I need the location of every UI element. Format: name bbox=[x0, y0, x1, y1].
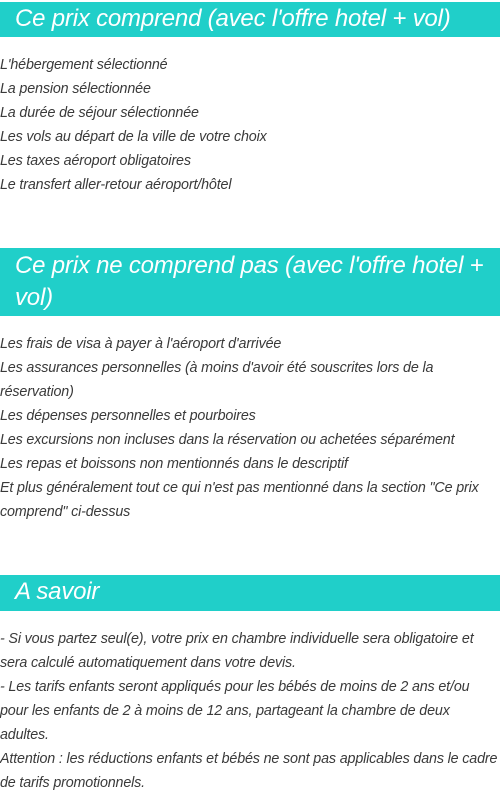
info-body bbox=[0, 627, 500, 795]
includes-list bbox=[0, 53, 500, 197]
info-paragraph: - Les tarifs enfants seront appliqués pour les bébés de moins de 2 ans et/ou pour les enfants de 2 à moins de 12 ans, partageant la chambre de deux adultes. bbox=[0, 679, 470, 743]
excludes-item: Et plus généralement tout ce qui n'est pas mentionné dans la section "Ce prix comprend" ci-dessus bbox=[0, 480, 479, 520]
excludes-item: Les assurances personnelles (à moins d'avoir été souscrites lors de la réservation) bbox=[0, 360, 434, 400]
info-paragraph: - Si vous partez seul(e), votre prix en chambre individuelle sera obligatoire et sera calculé automatiquement dans votre devis. bbox=[0, 631, 474, 671]
excludes-item: Les dépenses personnelles et pourboires bbox=[0, 408, 256, 424]
includes-item: L'hébergement sélectionné bbox=[0, 57, 168, 73]
excludes-item: Les frais de visa à payer à l'aéroport d'arrivée bbox=[0, 336, 282, 352]
excludes-item: Les repas et boissons non mentionnés dans le descriptif bbox=[0, 456, 348, 472]
includes-item: Les taxes aéroport obligatoires bbox=[0, 153, 191, 169]
includes-item: Le transfert aller-retour aéroport/hôtel bbox=[0, 177, 232, 193]
includes-item: Les vols au départ de la ville de votre choix bbox=[0, 129, 267, 145]
info-paragraph: Attention : les réductions enfants et bébés ne sont pas applicables dans le cadre de tarifs promotionnels. bbox=[0, 751, 498, 791]
info-heading: A savoir bbox=[0, 575, 500, 611]
excludes-list bbox=[0, 332, 500, 524]
includes-heading: Ce prix comprend (avec l'offre hotel + vol) bbox=[0, 2, 500, 37]
excludes-item: Les excursions non incluses dans la réservation ou achetées séparément bbox=[0, 432, 455, 448]
includes-item: La pension sélectionnée bbox=[0, 81, 151, 97]
excludes-heading: Ce prix ne comprend pas (avec l'offre hotel + vol) bbox=[0, 248, 500, 316]
includes-item: La durée de séjour sélectionnée bbox=[0, 105, 199, 121]
